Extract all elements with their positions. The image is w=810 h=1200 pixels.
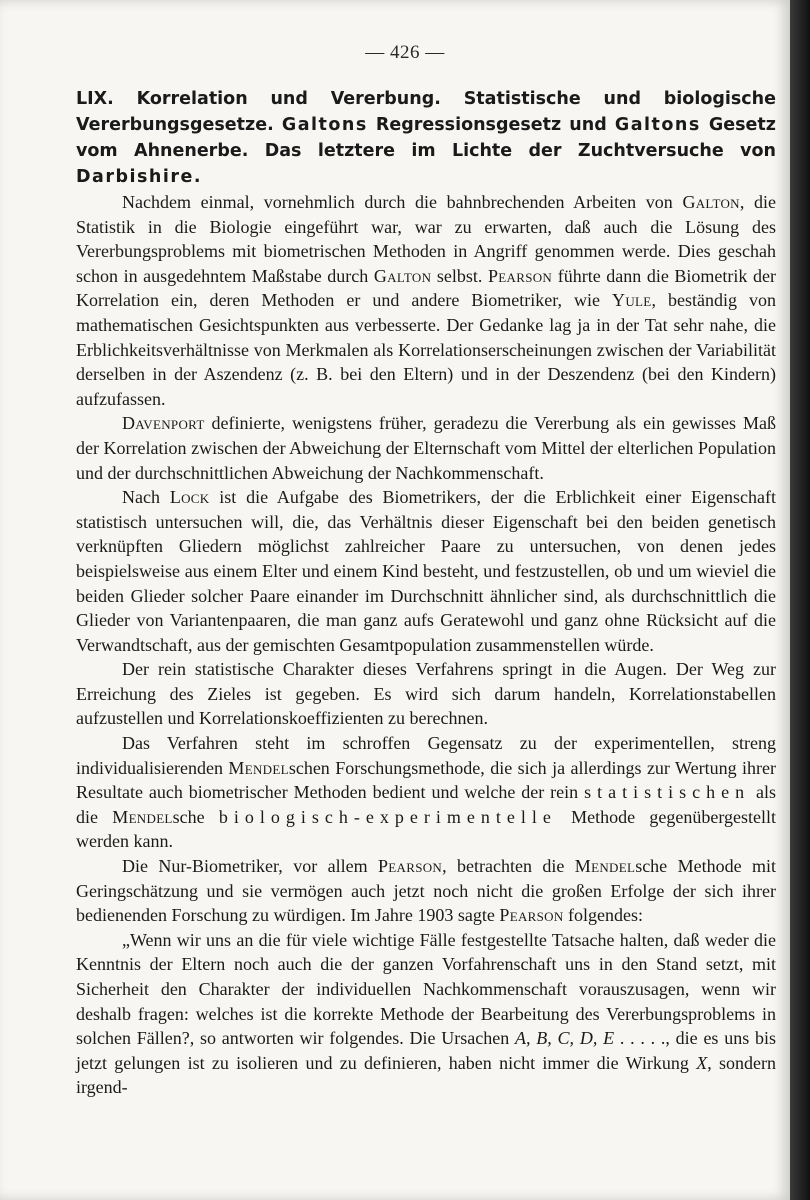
text: „Wenn wir uns an die für viele wichtige Fälle festgestellte Tatsache halten, daß weder die Kenntnis der Eltern noch auch die der ganzen Vorfahrenschaft uns in den Stand setzt, mit Sicherheit den Charakter der individuellen Nachkommenschaft vorauszusagen, wenn wir deshalb fragen: welches ist die korrekte Methode der Bearbeitung des Vererbungsproblems in solchen Fällen?, so antworten wir folgendes. Die Ursachen — [76, 929, 776, 1049]
emphasized-text: biologisch-experimentelle — [218, 806, 557, 827]
text: führte dann die Biometrik der Korrelation ein, deren Methoden er und andere Biometriker, wie — [76, 265, 776, 311]
italic-variable: X — [696, 1052, 708, 1073]
page-number: — 426 — — [365, 42, 445, 63]
heading-text: Regressionsgesetz und — [367, 115, 615, 135]
author-name: Davenport — [122, 413, 205, 434]
author-name: Pearson — [499, 905, 564, 926]
text: selbst. — [431, 265, 488, 286]
heading-text: LIX. Korrelation und Vererbung. Statistische und biologische Vererbungsgesetze. — [76, 89, 776, 135]
text: , betrachten die — [442, 856, 575, 877]
text: Nachdem einmal, vornehmlich durch die bahnbrechenden Arbeiten von — [122, 192, 683, 212]
text: schen Forschungsmethode, die sich ja allerdings zur Wertung ihrer Resultate auch biometrischer Methoden bedient und welche der rein — [76, 757, 777, 803]
paragraph — [76, 190, 776, 411]
quoted-paragraph — [76, 928, 776, 1100]
heading-name-galton: Galtons — [281, 115, 368, 135]
text: sche — [172, 806, 219, 827]
author-name: Mendel — [228, 757, 289, 778]
paragraph — [76, 485, 776, 657]
text: definierte, wenigstens früher, geradezu die Vererbung als ein gewisses Maß der Korrelation zwischen der Abweichung der Elternschaft vom Mittel der elterlichen Population und der durchschnittlichen Abweichung der Nachkommenschaft. — [76, 413, 776, 483]
paragraph — [76, 731, 776, 854]
author-name: Yule — [612, 290, 652, 311]
paragraph — [76, 411, 776, 485]
text: Das Verfahren steht im schroffen Gegensatz zu der experimentellen, streng individualisierenden — [76, 733, 776, 778]
heading-text: Gesetz vom Ahnenerbe. Das letztere im Lichte der Zuchtversuche von — [76, 115, 776, 161]
paragraph — [76, 657, 776, 731]
author-name: Mendel — [112, 806, 173, 827]
italic-variables: A, B, C, D, E — [515, 1028, 615, 1049]
text: , beständig von mathematischen Gesichtspunkten aus verbesserte. Der Gedanke lag ja in der Tat sehr nahe, die Erblichkeitsverhältnisse von Merkmalen als Korrelationserscheinungen zwischen der Variabilität derselben in der Aszendenz (z. B. bei den Eltern) und in der Deszendenz (bei den Kindern) aufzufassen. — [76, 290, 776, 409]
author-name: Galton — [373, 265, 432, 286]
author-name: Mendel — [574, 856, 636, 877]
section-heading — [76, 86, 776, 190]
heading-name-galton: Galtons — [614, 115, 701, 135]
text: Nach — [122, 487, 170, 508]
text: ist die Aufgabe des Biometrikers, der die Erblichkeit einer Eigenschaft statistisch untersuchen will, die, das Verhältnis dieser Eigenschaft bei den beiden genetisch verknüpften Gliedern möglichst zahlreicher Paare zu untersuchen, von denen jedes beispielsweise aus einem Elter und einem Kind besteht, und festzustellen, ob und um wieviel die beiden Glieder solcher Paare einander im Durchschnitt ähnlicher sind, als durchschnittlich die Glieder von Variantenpaaren, die man ganz aufs Geratewohl und ganz ohne Rücksicht auf die Verwandtschaft, aus der gemischten Gesamtpopulation zusammenstellen würde. — [76, 487, 776, 655]
text: sche Methode mit Geringschätzung und sie vermögen auch jetzt noch nicht die großen Erfolge der sich ihrer bedienenden Forschung zu würdigen. Im Jahre 1903 sagte — [76, 856, 776, 926]
emphasized-text: statistischen — [584, 782, 751, 803]
text: Der rein statistische Charakter dieses Verfahrens springt in die Augen. Der Weg zur Erreichung des Zieles ist gegeben. Es wird sich darum handeln, Korrelationstabellen aufzustellen und Korrelationskoeffizienten zu berechnen. — [76, 659, 776, 729]
page-content — [76, 86, 776, 1100]
text: . . . . ., die es uns bis jetzt gelungen ist zu isolieren und zu definieren, haben nicht immer die Wirkung — [76, 1028, 776, 1073]
author-name: Pearson — [487, 265, 553, 286]
author-name: Lock — [169, 487, 210, 508]
text: , sondern irgend- — [76, 1052, 776, 1098]
heading-text: . — [193, 167, 201, 187]
author-name: Pearson — [377, 856, 443, 877]
text: Die Nur-Biometriker, vor allem — [122, 856, 378, 877]
paragraph — [76, 854, 776, 928]
heading-name-darbishire: Darbishire — [76, 167, 194, 187]
text: , die Statistik in die Biologie eingeführt war, war zu erwarten, daß auch die Lösung des Vererbungsproblems mit biometrischen Methoden in Angriff genommen werde. Dies geschah schon in ausgedehntem Maßstabe durch — [76, 192, 776, 286]
text: Methode gegenübergestellt werden kann. — [76, 806, 776, 852]
book-gutter-edge — [790, 0, 810, 1200]
text: folgendes: — [563, 905, 643, 926]
author-name: Galton — [682, 192, 740, 212]
text: als die — [76, 782, 777, 827]
